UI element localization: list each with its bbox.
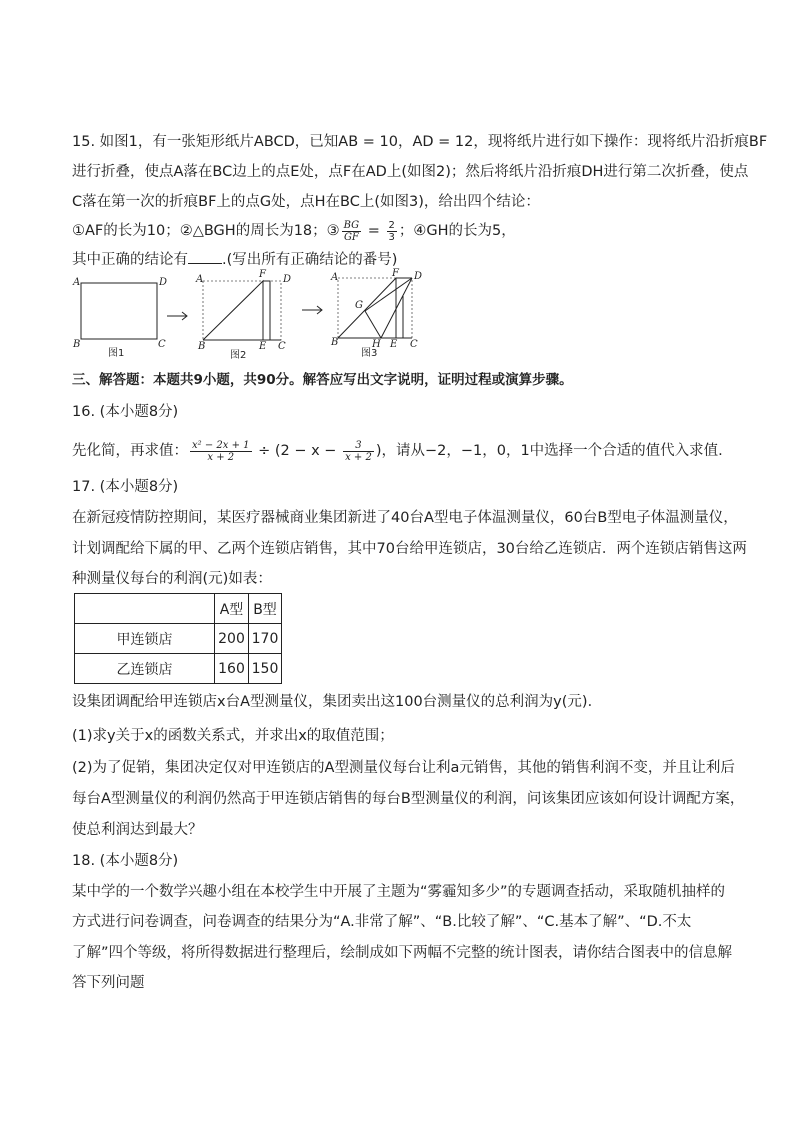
fig2-label-c: C [278, 341, 286, 352]
q16-body [72, 436, 722, 466]
q15-line-1: 15. 如图1，有一张矩形纸片ABCD，已知AB = 10，AD = 12，现将纸片进行如下操作：现将纸片沿折痕BF [72, 134, 768, 150]
fig3-label-f: F [392, 268, 399, 279]
figure-2 [195, 269, 291, 361]
fig3-label-h: H [372, 339, 381, 350]
rectangle-abcd [81, 283, 157, 339]
fig3-fold-bf [338, 278, 396, 338]
q15-conclusions-post: ；④GH的长为5， [398, 223, 516, 239]
table-cell: 160 [215, 654, 249, 684]
section-3-heading: 三、解答题：本题共9小题，共90分。解答应写出文字说明，证明过程或演算步骤。 [72, 372, 573, 388]
q18-line-4: 答下列问题 [72, 975, 145, 991]
fig1-label-a: A [73, 277, 81, 288]
fig3-gh [365, 311, 381, 338]
fig3-label-b: B [331, 337, 339, 348]
q17-line-2: 计划调配给下属的甲、乙两个连锁店销售，其中70台给甲连锁店，30台给乙连锁店．两个连锁店销售这两 [72, 541, 747, 557]
fig2-strip [263, 281, 270, 340]
q17-header: 17. (本小题8分) [72, 479, 179, 495]
q15-ask-pre: 其中正确的结论有 [72, 252, 188, 268]
table-header-cell [75, 594, 215, 624]
q18-line-1: 某中学的一个数学兴趣小组在本校学生中开展了主题为“雾霾知多少”的专题调查括动，采取随机抽样的 [72, 884, 726, 900]
fig2-label-a: A [196, 274, 204, 285]
frac-numerator: x² − 2x + 1 [192, 439, 250, 451]
frac-numerator: 2 [388, 219, 395, 231]
q15-ask-post: .(写出所有正确结论的番号) [222, 252, 398, 268]
frac-denominator: x + 2 [345, 451, 372, 463]
q15-line-3: C落在第一次的折痕BF上的点G处，点H在BC上(如图3)，给出四个结论： [72, 194, 540, 210]
fraction-bg-gf [342, 220, 362, 243]
frac-denominator: x + 2 [207, 451, 235, 463]
q15-figures [70, 266, 430, 366]
q18-header: 18. (本小题8分) [72, 853, 179, 869]
profit-table [74, 593, 282, 684]
q17-part-1: (1)求y关于x的函数关系式，并求出x的取值范围； [72, 728, 394, 744]
fig1-label-d: D [159, 277, 168, 288]
q17-line-1: 在新冠疫情防控期间，某医疗器械商业集团新进了40台A型电子体温测量仪，60台B型电子体温测量仪， [72, 510, 738, 526]
fig2-label-b: B [198, 341, 206, 352]
fig3-label-c: C [410, 339, 418, 350]
arrow-right-icon [302, 306, 322, 314]
fig3-label-g: G [355, 300, 363, 311]
table-header-cell: B型 [249, 594, 282, 624]
table-row [75, 624, 282, 654]
table-cell: 甲连锁店 [75, 624, 215, 654]
fig2-label-f: F [259, 269, 266, 280]
fig2-fold-bf [203, 281, 263, 340]
q18-line-3: 了解”四个等级，将所得数据进行整理后，绘制成如下两幅不完整的统计图表，请你结合图表中的信息解 [72, 945, 733, 961]
q16-div-open: ÷ (2 − x − [253, 443, 342, 459]
q15-conclusions-pre: ①AF的长为10；②△BGH的周长为18；③ [72, 223, 340, 239]
fig2-label-d: D [283, 274, 292, 285]
q18-line-2: 方式进行问卷调查，问卷调查的结果分为“A.非常了解”、“B.比较了解”、“C.基本了解”、“D.不太 [72, 914, 692, 930]
frac-denominator: 3 [388, 231, 395, 243]
q16-pre: 先化简，再求值： [72, 443, 188, 459]
arrow-right-icon [167, 312, 187, 320]
fig3-label-a: A [331, 272, 339, 283]
frac-numerator: BG [343, 219, 360, 231]
fig1-label-b: B [73, 339, 81, 350]
fig3-label-e: E [390, 339, 398, 350]
q17-line-3: 种测量仪每台的利润(元)如表： [72, 571, 272, 587]
fig3-dg [365, 278, 412, 311]
frac-denominator: GF [343, 231, 359, 243]
figure-1 [72, 277, 167, 359]
table-header-row [75, 594, 282, 624]
table-cell: 170 [249, 624, 282, 654]
fig3-dashed-original [338, 278, 412, 338]
q17-line-4: 设集团调配给甲连锁店x台A型测量仪，集团卖出这100台测量仪的总利润为y(元)． [72, 694, 603, 710]
figure-3 [330, 268, 422, 359]
table-header-cell: A型 [215, 594, 249, 624]
table-cell: 150 [249, 654, 282, 684]
fig2-label-e: E [259, 341, 267, 352]
fig1-label-c: C [158, 339, 166, 350]
q16-header: 16. (本小题8分) [72, 404, 179, 420]
fig1-caption: 图1 [108, 348, 125, 359]
q16-post: )，请从−2，−1，0，1中选择一个合适的值代入求值. [375, 443, 723, 459]
table-row [75, 654, 282, 684]
answer-blank [188, 249, 222, 264]
q17-part-2-line-3: 使总利润达到最大？ [72, 822, 203, 838]
fraction-2-3 [387, 220, 397, 243]
frac-numerator: 3 [343, 440, 374, 452]
q17-part-2-line-1: (2)为了促销，集团决定仅对甲连锁店的A型测量仪每台让利a元销售，其他的销售利润不变，并且让利后 [72, 760, 735, 776]
fig2-caption: 图2 [230, 350, 247, 361]
table-cell: 200 [215, 624, 249, 654]
q15-conclusions [72, 218, 722, 244]
fig3-caption: 图3 [361, 348, 378, 359]
table-cell: 乙连锁店 [75, 654, 215, 684]
fig3-label-d: D [414, 271, 423, 282]
equals-sign: = [363, 223, 385, 239]
fraction-b [343, 440, 374, 463]
q15-line-2: 进行折叠，使点A落在BC边上的点E处，点F在AD上(如图2)；然后将纸片沿折痕DH进行第二次折叠，使点 [72, 164, 749, 180]
q17-part-2-line-2: 每台A型测量仪的利润仍然高于甲连锁店销售的每台B型测量仪的利润，问该集团应该如何设计调配方案， [72, 791, 745, 807]
fraction-a [190, 440, 252, 463]
fig2-dashed-original [203, 281, 281, 340]
